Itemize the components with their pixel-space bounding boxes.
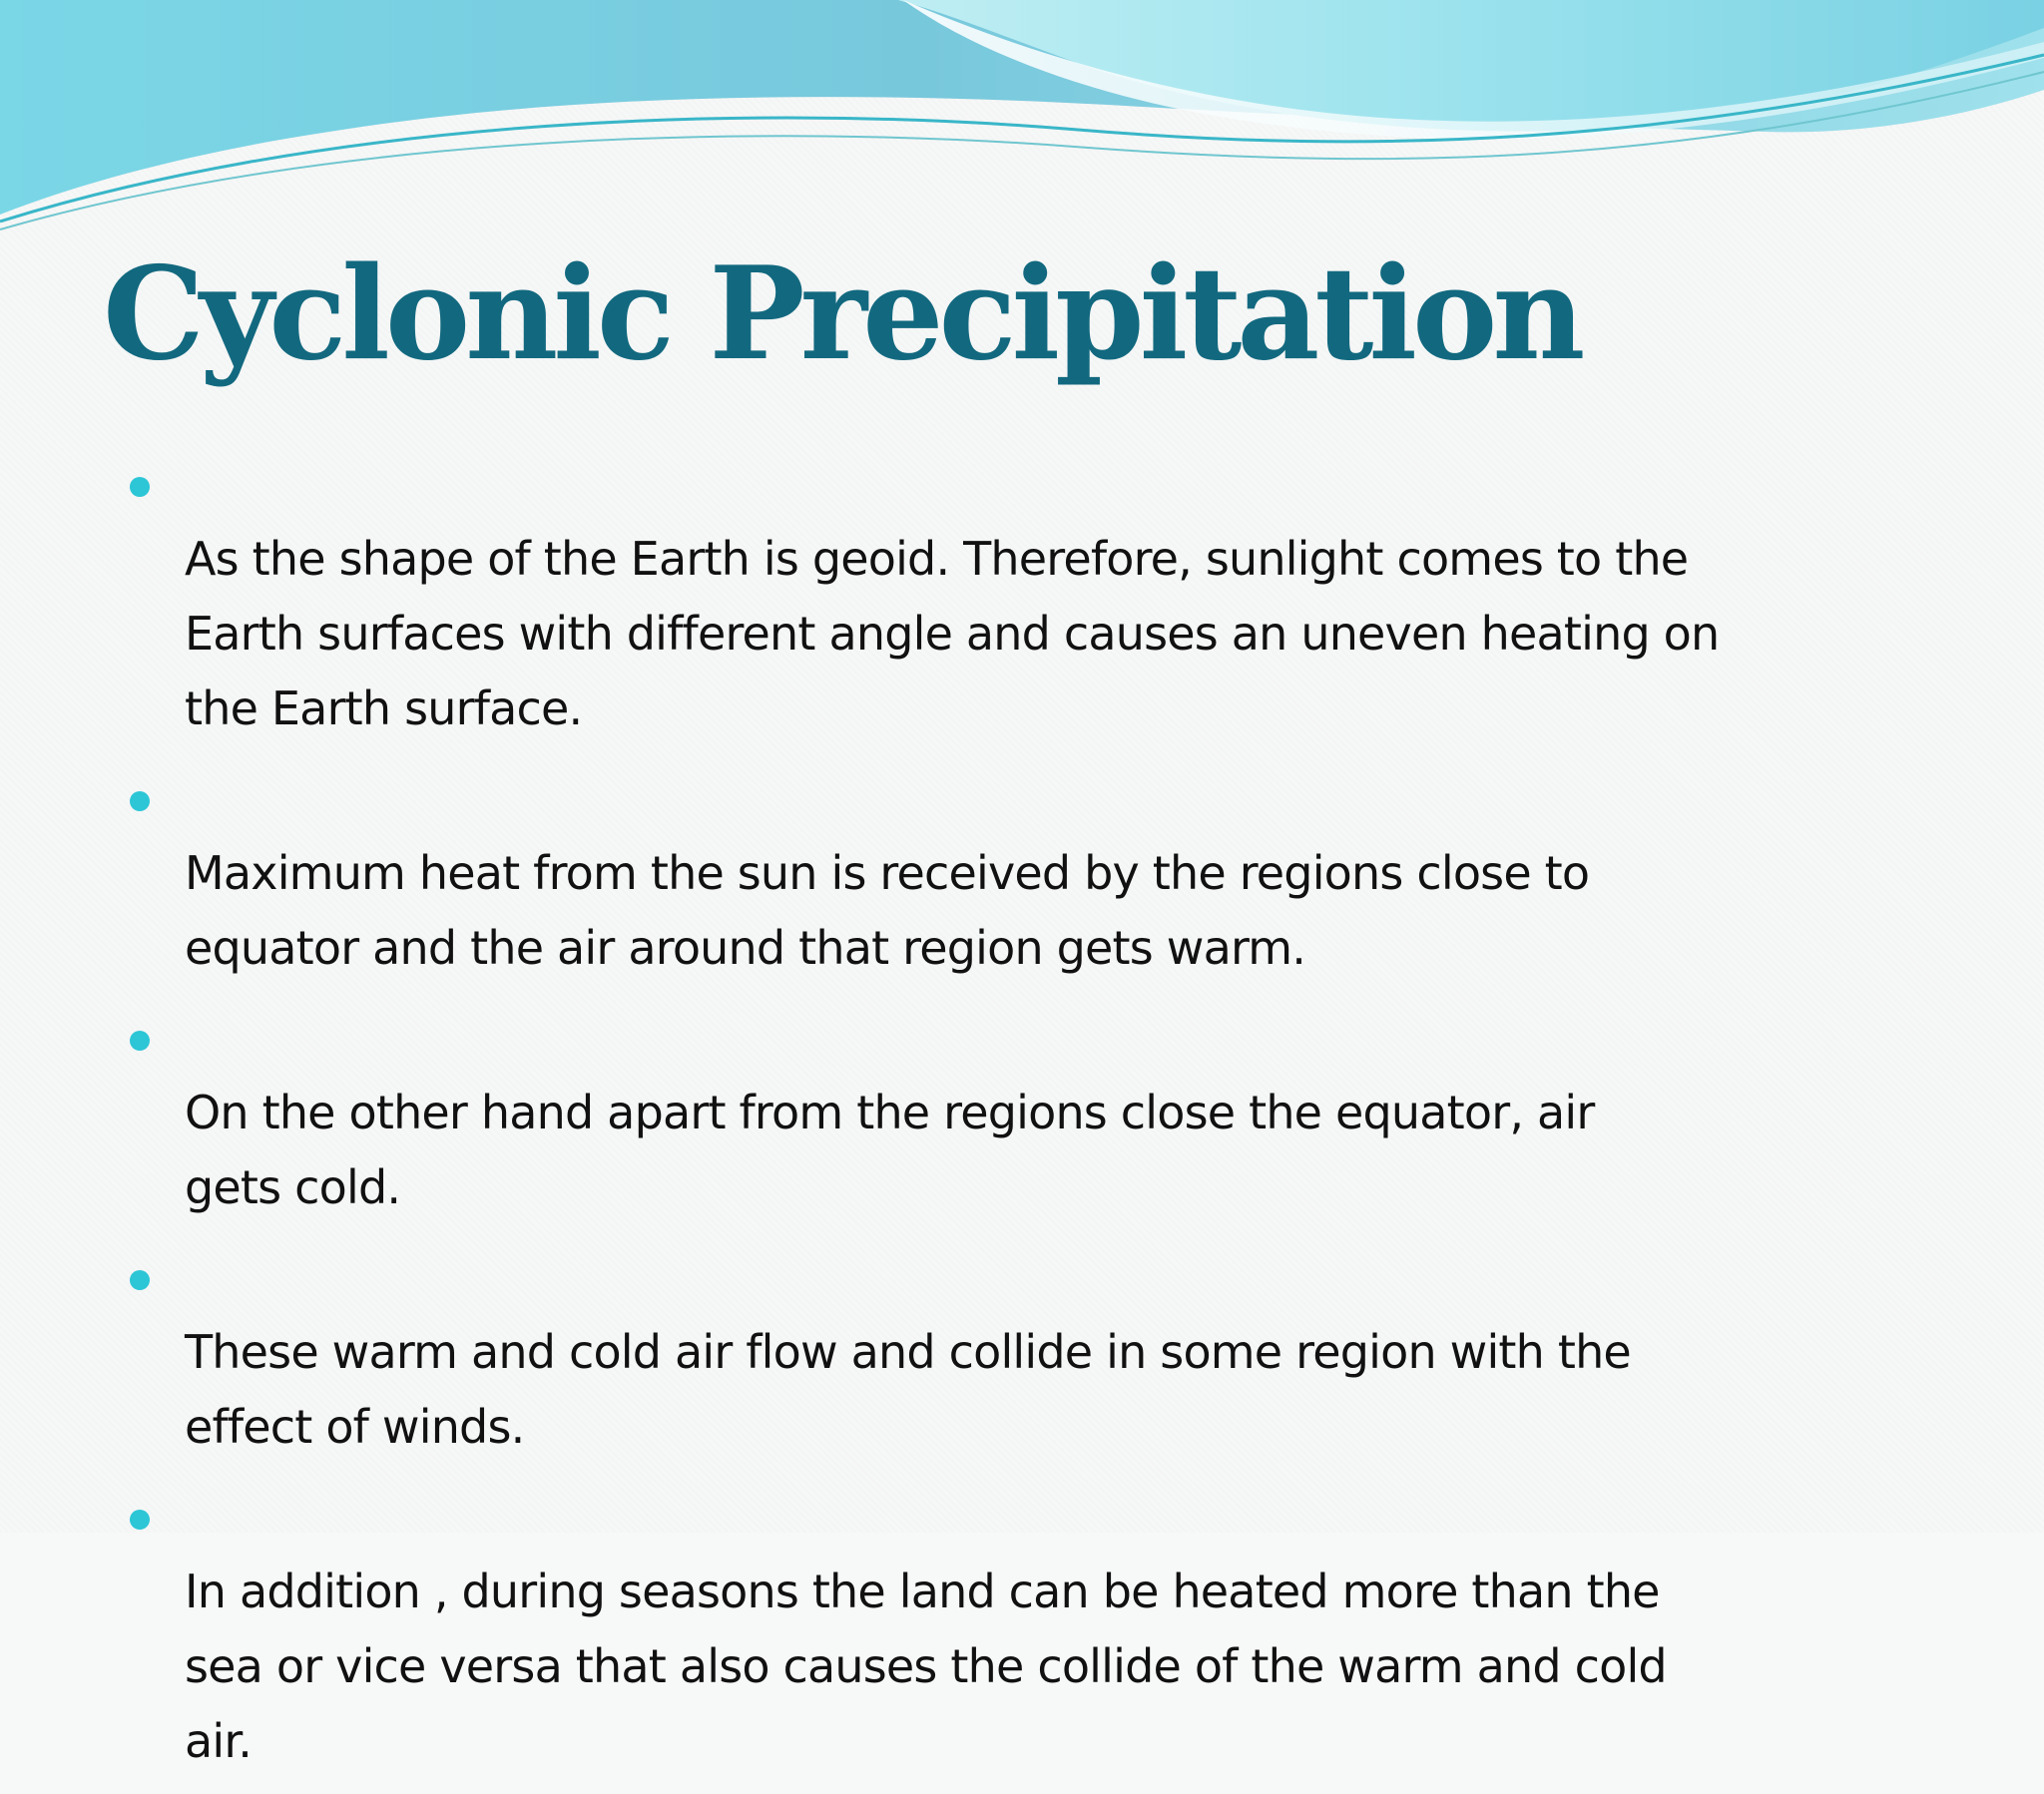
- bullet-icon: [130, 1510, 150, 1530]
- bullet-text: In addition , during seasons the land can be heated more than the sea or vice versa that also causes the collide of the warm and cold air.: [185, 1565, 1667, 1768]
- bullet-text: On the other hand apart from the regions close the equator, air gets cold.: [185, 1086, 1595, 1214]
- bullet-text: Maximum heat from the sun is received by the regions close to equator and the air around that region gets warm.: [185, 846, 1590, 975]
- bullet-icon: [130, 1031, 150, 1051]
- bullet-item: [0, 1001, 1956, 1225]
- bullet-text: These warm and cold air flow and collide in some region with the effect of winds.: [185, 1325, 1631, 1454]
- bullet-item: [0, 1240, 1956, 1465]
- bullet-item: [0, 447, 1956, 746]
- bullet-icon: [130, 477, 150, 497]
- bullet-icon: [130, 1270, 150, 1290]
- bullet-list: [0, 447, 2044, 1794]
- bullet-item: [0, 761, 1956, 986]
- bullet-text: As the shape of the Earth is geoid. Therefore, sunlight comes to the Earth surfaces with different angle and causes an uneven heating on the Earth surface.: [185, 532, 1720, 735]
- bullet-icon: [130, 791, 150, 811]
- bullet-item: [0, 1480, 1956, 1779]
- header-wave-decoration: [0, 0, 2044, 239]
- slide-title: Cyclonic Precipitation: [103, 239, 1581, 389]
